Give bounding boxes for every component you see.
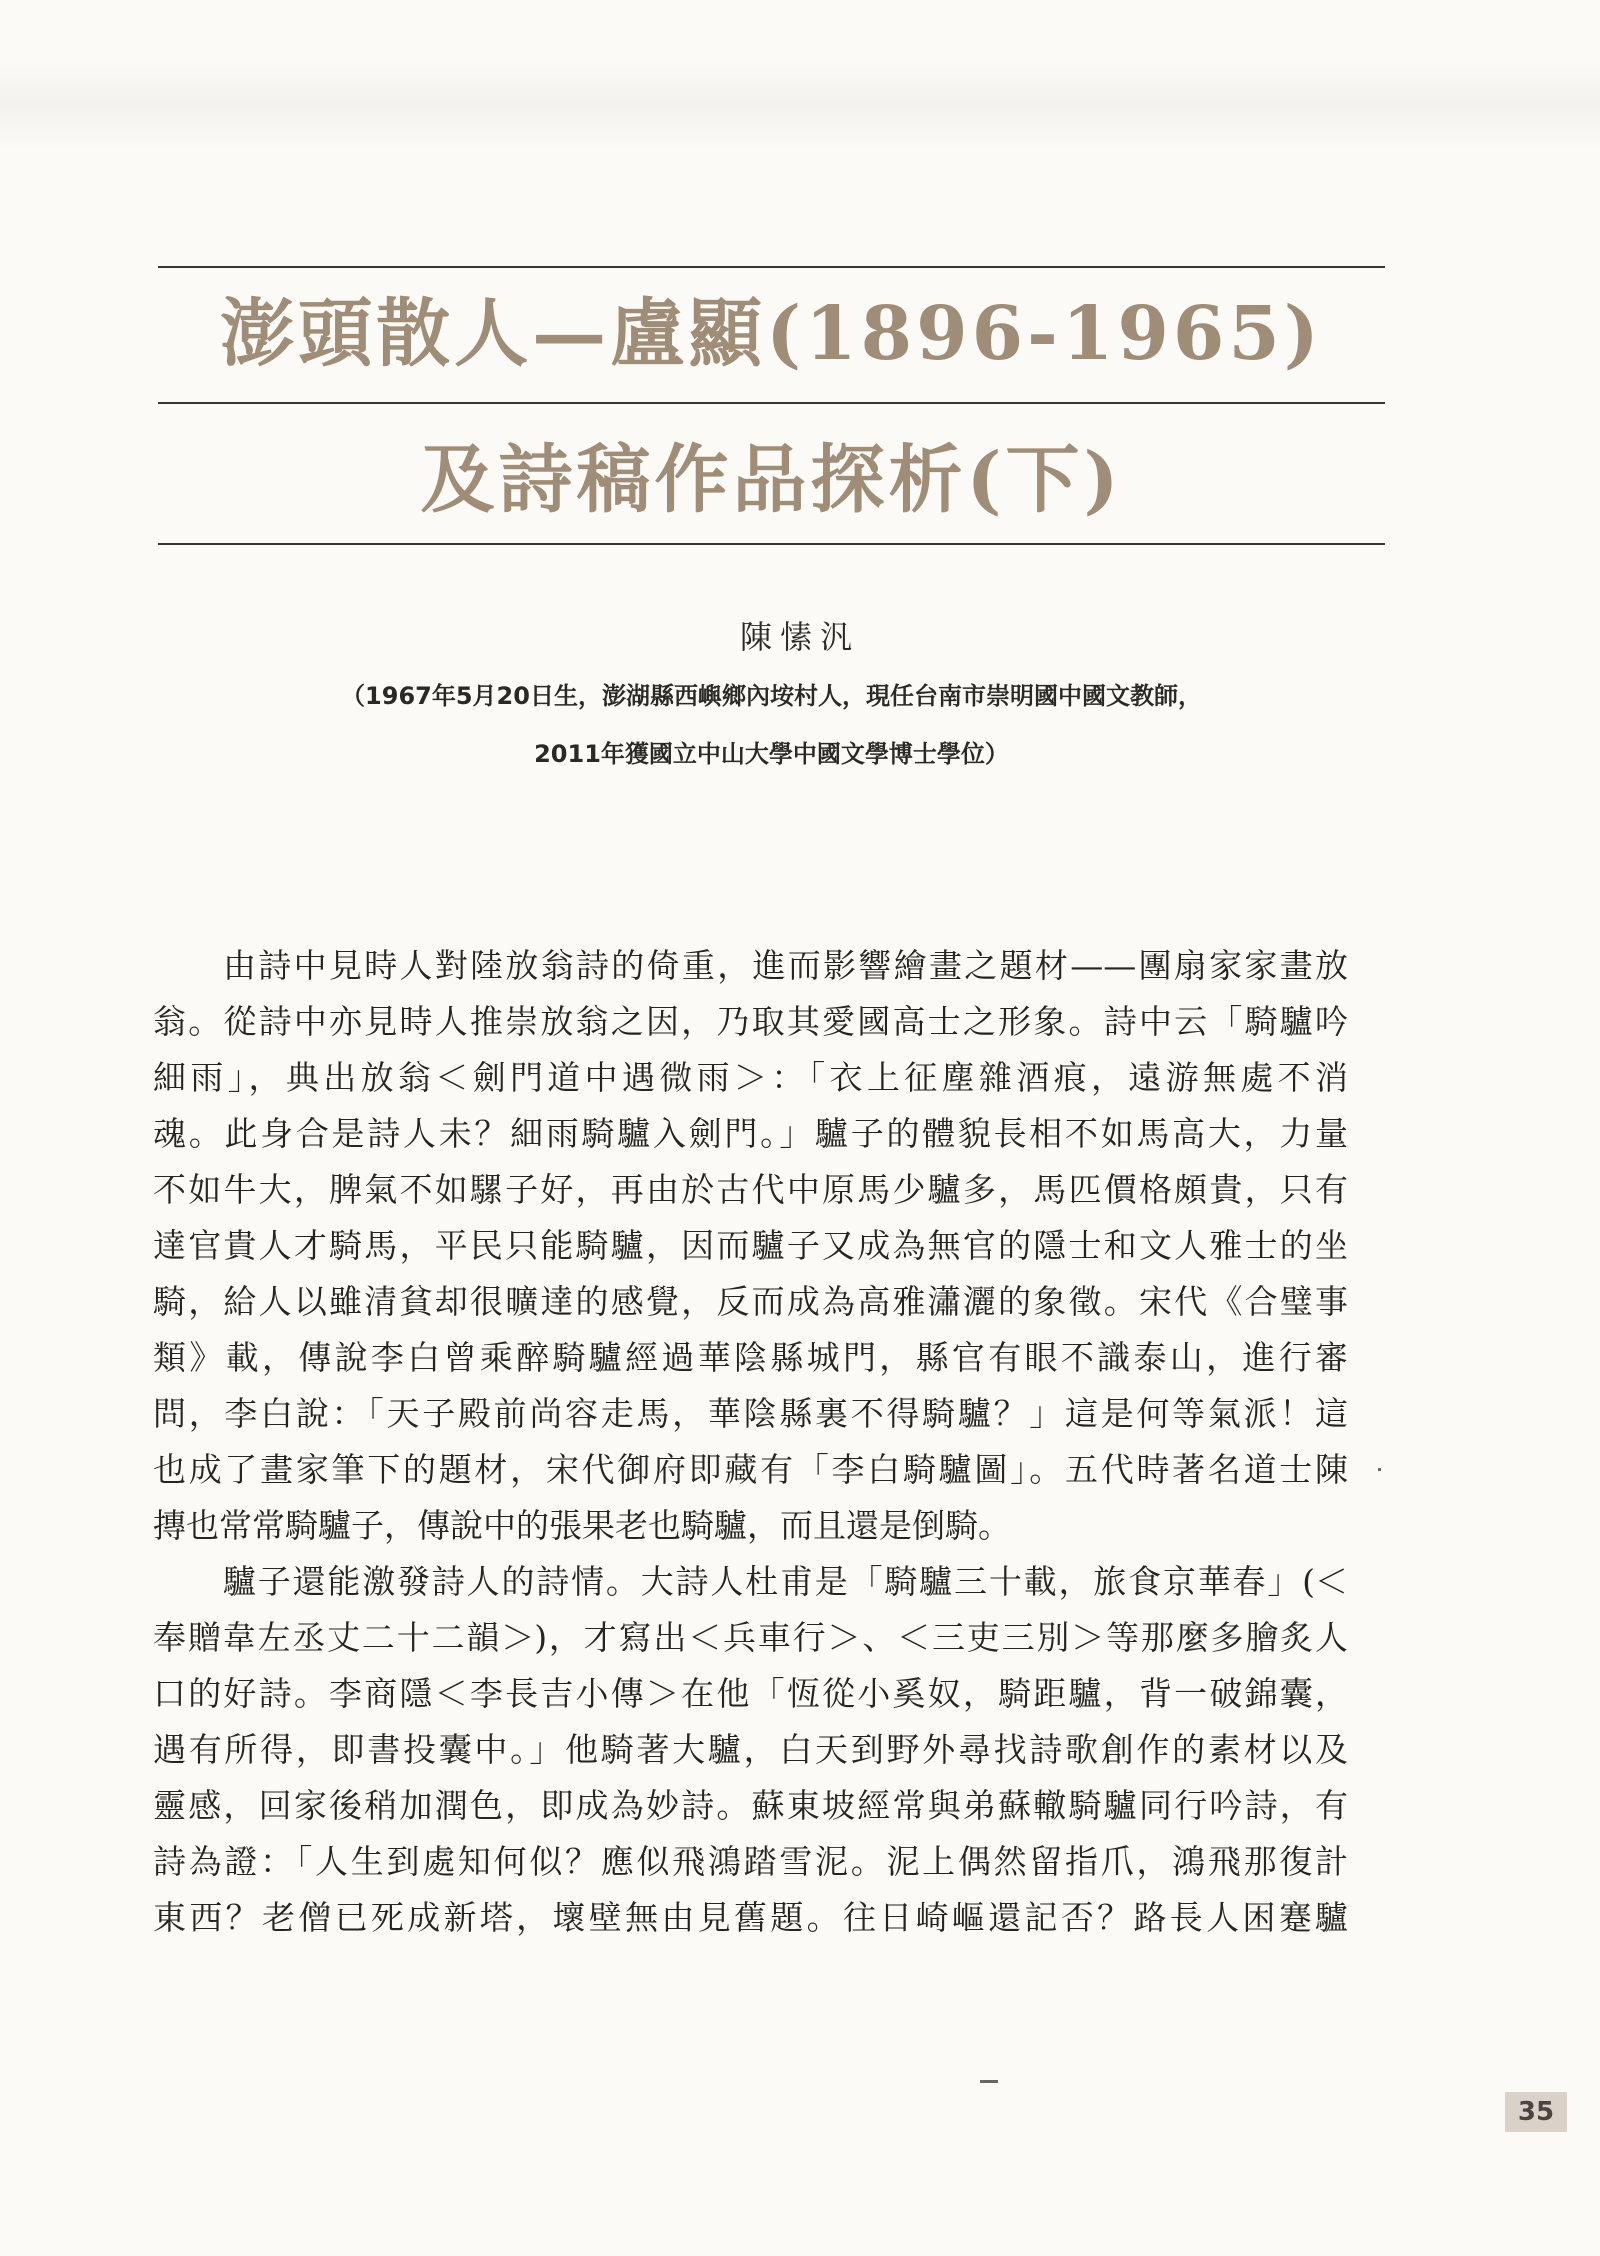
body-line: 靈感，回家後稍加潤色，即成為妙詩。蘇東坡經常與弟蘇轍騎驢同行吟詩，有 xyxy=(153,1786,1348,1825)
body-line: 摶也常常騎驢子，傳說中的張果老也騎驢，而且還是倒騎。 xyxy=(153,1506,1011,1545)
body-line: 騎，給人以雖清貧却很曠達的感覺，反而成為高雅瀟灑的象徵。宋代《合璧事 xyxy=(153,1282,1348,1321)
scan-speck xyxy=(1378,1468,1381,1471)
article-title-line-1: 澎頭散人—盧顯(1896-1965) xyxy=(220,291,1323,377)
body-line: 奉贈韋左丞丈二十二韻＞)，才寫出＜兵車行＞、＜三吏三別＞等那麼多膾炙人 xyxy=(153,1618,1348,1657)
title-rule-bottom xyxy=(158,543,1385,545)
body-line: 東西？老僧已死成新塔，壞壁無由見舊題。往日崎嶇還記否？路長人困蹇驢 xyxy=(153,1898,1348,1937)
scan-speck xyxy=(980,2080,998,2083)
body-line: 驢子還能激發詩人的詩情。大詩人杜甫是「騎驢三十載，旅食京華春」(＜ xyxy=(223,1562,1348,1601)
body-line: 問，李白說：「天子殿前尚容走馬，華陰縣裏不得騎驢？」這是何等氣派！這 xyxy=(153,1394,1348,1433)
body-line: 詩為證：「人生到處知何似？應似飛鴻踏雪泥。泥上偶然留指爪，鴻飛那復計 xyxy=(153,1842,1348,1881)
author-name: 陳愫汎 xyxy=(739,618,860,656)
author-bio-line-1: （1967年5月20日生，澎湖縣西嶼鄉內垵村人，現任台南市崇明國中國文教師， xyxy=(341,682,1202,710)
body-line: 由詩中見時人對陸放翁詩的倚重，進而影響繪畫之題材——團扇家家畫放 xyxy=(223,946,1348,985)
body-line: 口的好詩。李商隱＜李長吉小傳＞在他「恆從小奚奴，騎距驢，背一破錦囊， xyxy=(153,1674,1348,1713)
body-line: 達官貴人才騎馬，平民只能騎驢，因而驢子又成為無官的隱士和文人雅士的坐 xyxy=(153,1226,1348,1265)
author-bio-line-2: 2011年獲國立中山大學中國文學博士學位） xyxy=(534,740,1009,768)
article-title-line-2: 及詩稿作品探析(下) xyxy=(420,437,1123,523)
body-line: 翁。從詩中亦見時人推崇放翁之因，乃取其愛國高士之形象。詩中云「騎驢吟 xyxy=(153,1002,1348,1041)
body-line: 魂。此身合是詩人未？細雨騎驢入劍門。」驢子的體貌長相不如馬高大，力量 xyxy=(153,1114,1348,1153)
title-rule-middle xyxy=(158,402,1385,404)
body-line: 也成了畫家筆下的題材，宋代御府即藏有「李白騎驢圖」。五代時著名道士陳 xyxy=(153,1450,1348,1489)
body-line: 類》載，傳說李白曾乘醉騎驢經過華陰縣城門，縣官有眼不識泰山，進行審 xyxy=(153,1338,1348,1377)
title-rule-top xyxy=(158,266,1385,268)
body-line: 不如牛大，脾氣不如騾子好，再由於古代中原馬少驢多，馬匹價格頗貴，只有 xyxy=(153,1170,1348,1209)
page-number: 35 xyxy=(1517,2097,1555,2127)
body-line: 細雨」，典出放翁＜劍門道中遇微雨＞：「衣上征塵雜酒痕，遠游無處不消 xyxy=(153,1058,1348,1097)
body-line: 遇有所得，即書投囊中。」他騎著大驢，白天到野外尋找詩歌創作的素材以及 xyxy=(153,1730,1348,1769)
scan-shadow xyxy=(0,60,1600,150)
